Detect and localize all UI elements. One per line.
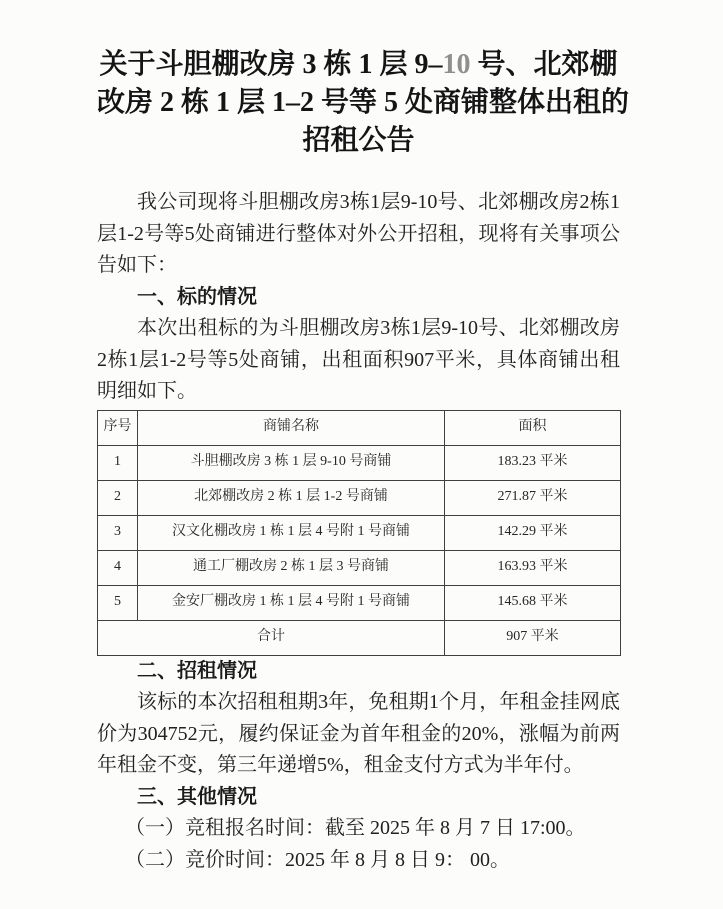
document-title — [97, 46, 630, 160]
cell-shop-name: 金安厂棚改房 1 栋 1 层 4 号附 1 号商铺 — [138, 585, 445, 620]
cell-area: 271.87 平米 — [445, 480, 621, 515]
section1-paragraph: 本次出租标的为斗胆棚改房3栋1层9-10号、北郊棚改房2栋1层1-2号等5处商铺，出租面积907平米，具体商铺出租明细如下。 — [97, 317, 620, 402]
title-faded-number: 10 — [442, 49, 471, 80]
section2-paragraph: 该标的本次招租租期3年，免租期1个月，年租金挂网底价为304752元，履约保证金为首年租金的20%，涨幅为前两年租金不变，第三年递增5%，租金支付方式为半年付。 — [97, 691, 620, 776]
cell-area: 163.93 平米 — [445, 550, 621, 585]
section3-item-1: （一）竞租报名时间：截至 2025 年 8 月 7 日 17:00。 — [125, 817, 586, 839]
title-line-2: 改房 2 栋 1 层 1–2 号等 5 处商铺整体出租的 — [97, 87, 630, 118]
total-area: 907 平米 — [445, 620, 621, 655]
cell-no: 5 — [98, 585, 138, 620]
section3-item-2: （二）竞价时间：2025 年 8 月 8 日 9： 00。 — [125, 848, 510, 871]
cell-no: 3 — [98, 515, 138, 550]
table-row — [98, 480, 621, 515]
section2-heading: 二、招租情况 — [137, 659, 257, 682]
table-total-row — [98, 620, 621, 655]
section3-heading: 三、其他情况 — [137, 785, 257, 808]
column-header-area: 面积 — [445, 410, 621, 445]
table-row — [98, 585, 621, 620]
total-label: 合计 — [98, 620, 445, 655]
cell-area: 145.68 平米 — [445, 585, 621, 620]
title-line-1 — [97, 46, 620, 84]
cell-no: 1 — [98, 445, 138, 480]
cell-area: 183.23 平米 — [445, 445, 621, 480]
cell-no: 4 — [98, 550, 138, 585]
cell-shop-name: 斗胆棚改房 3 栋 1 层 9-10 号商铺 — [138, 445, 445, 480]
cell-shop-name: 汉文化棚改房 1 栋 1 层 4 号附 1 号商铺 — [138, 515, 445, 550]
column-header-no: 序号 — [98, 410, 138, 445]
table-row — [98, 515, 621, 550]
cell-shop-name: 通工厂棚改房 2 栋 1 层 3 号商铺 — [138, 550, 445, 585]
table-row — [98, 445, 621, 480]
intro-paragraph: 我公司现将斗胆棚改房3栋1层9-10号、北郊棚改房2栋1层1-2号等5处商铺进行整体对外公开招租，现将有关事项公告如下： — [97, 191, 620, 276]
title-line-1-post: 号、北郊棚 — [470, 49, 618, 80]
cell-no: 2 — [98, 480, 138, 515]
title-line-3: 招租公告 — [302, 125, 415, 156]
table-row — [98, 550, 621, 585]
shops-table — [97, 410, 621, 656]
cell-shop-name: 北郊棚改房 2 栋 1 层 1-2 号商铺 — [138, 480, 445, 515]
table-header-row — [98, 410, 621, 445]
section1-heading: 一、标的情况 — [137, 285, 257, 308]
title-line-1-pre: 关于斗胆棚改房 3 栋 1 层 9– — [99, 49, 443, 80]
cell-area: 142.29 平米 — [445, 515, 621, 550]
column-header-name: 商铺名称 — [138, 410, 445, 445]
